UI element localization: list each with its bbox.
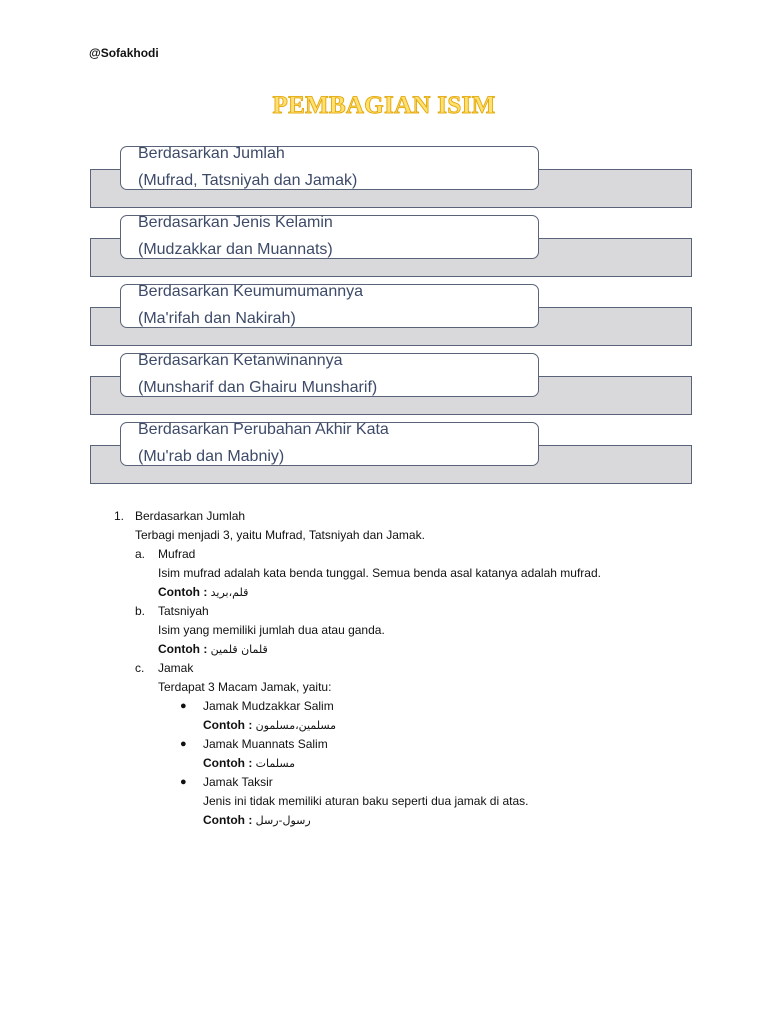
sub-label-b: b. — [135, 604, 146, 618]
example-row — [203, 811, 311, 830]
contoh-label: Contoh : — [158, 585, 208, 599]
category-card — [120, 284, 539, 328]
category-title: Berdasarkan Ketanwinannya — [138, 352, 343, 369]
arabic-example: قلمان قلمين — [210, 643, 268, 656]
example-row — [203, 716, 336, 735]
category-subtitle: (Munsharif dan Ghairu Munsharif) — [138, 379, 378, 396]
contoh-label: Contoh : — [203, 718, 253, 732]
category-subtitle: (Mu'rab dan Mabniy) — [138, 448, 285, 465]
sub-label-c: c. — [135, 661, 145, 675]
jamak-item-name: Jamak Taksir — [203, 775, 273, 789]
bullet-icon: ● — [180, 776, 187, 788]
sub-name-a: Mufrad — [158, 547, 196, 561]
category-card — [120, 353, 539, 397]
category-box-5 — [90, 422, 691, 484]
arabic-example: رسول-رسل — [255, 814, 311, 827]
category-card — [120, 422, 539, 466]
category-box-3 — [90, 284, 691, 346]
sub-desc-a: Isim mufrad adalah kata benda tunggal. Semua benda asal katanya adalah mufrad. — [158, 566, 601, 580]
category-card — [120, 146, 539, 190]
sub-name-c: Jamak — [158, 661, 194, 675]
category-card — [120, 215, 539, 259]
example-row-b — [158, 640, 268, 659]
contoh-label: Contoh : — [203, 756, 253, 770]
sub-label-a: a. — [135, 547, 146, 561]
category-title: Berdasarkan Perubahan Akhir Kata — [138, 421, 389, 438]
example-row — [203, 754, 295, 773]
bullet-icon: ● — [180, 700, 187, 712]
page-title: PEMBAGIAN ISIM — [272, 92, 496, 119]
section-number: 1. — [114, 509, 125, 523]
category-title: Berdasarkan Keumumumannya — [138, 283, 364, 300]
category-subtitle: (Mudzakkar dan Muannats) — [138, 241, 333, 258]
category-subtitle: (Ma'rifah dan Nakirah) — [138, 310, 296, 327]
arabic-example: قلم،بريد — [210, 586, 249, 599]
section-heading: Berdasarkan Jumlah — [135, 509, 246, 523]
category-subtitle: (Mufrad, Tatsniyah dan Jamak) — [138, 172, 358, 189]
jamak-item-note: Jenis ini tidak memiliki aturan baku seperti dua jamak di atas. — [203, 794, 529, 808]
sub-desc-b: Isim yang memiliki jumlah dua atau ganda. — [158, 623, 385, 637]
category-title: Berdasarkan Jumlah — [138, 145, 285, 162]
category-box-4 — [90, 353, 691, 415]
category-title: Berdasarkan Jenis Kelamin — [138, 214, 333, 231]
sub-desc-c: Terdapat 3 Macam Jamak, yaitu: — [158, 680, 332, 694]
arabic-example: مسلمين،مسلمون — [255, 719, 337, 732]
category-box-2 — [90, 215, 691, 277]
jamak-item-name: Jamak Muannats Salim — [203, 737, 328, 751]
section-intro: Terbagi menjadi 3, yaitu Mufrad, Tatsniyah dan Jamak. — [135, 528, 425, 542]
contoh-label: Contoh : — [203, 813, 253, 827]
example-row-a — [158, 583, 248, 602]
category-box-1 — [90, 146, 691, 208]
arabic-example: مسلمات — [255, 757, 296, 770]
bullet-icon: ● — [180, 738, 187, 750]
author-label: @Sofakhodi — [89, 46, 159, 60]
contoh-label: Contoh : — [158, 642, 208, 656]
jamak-item-name: Jamak Mudzakkar Salim — [203, 699, 334, 713]
sub-name-b: Tatsniyah — [158, 604, 209, 618]
